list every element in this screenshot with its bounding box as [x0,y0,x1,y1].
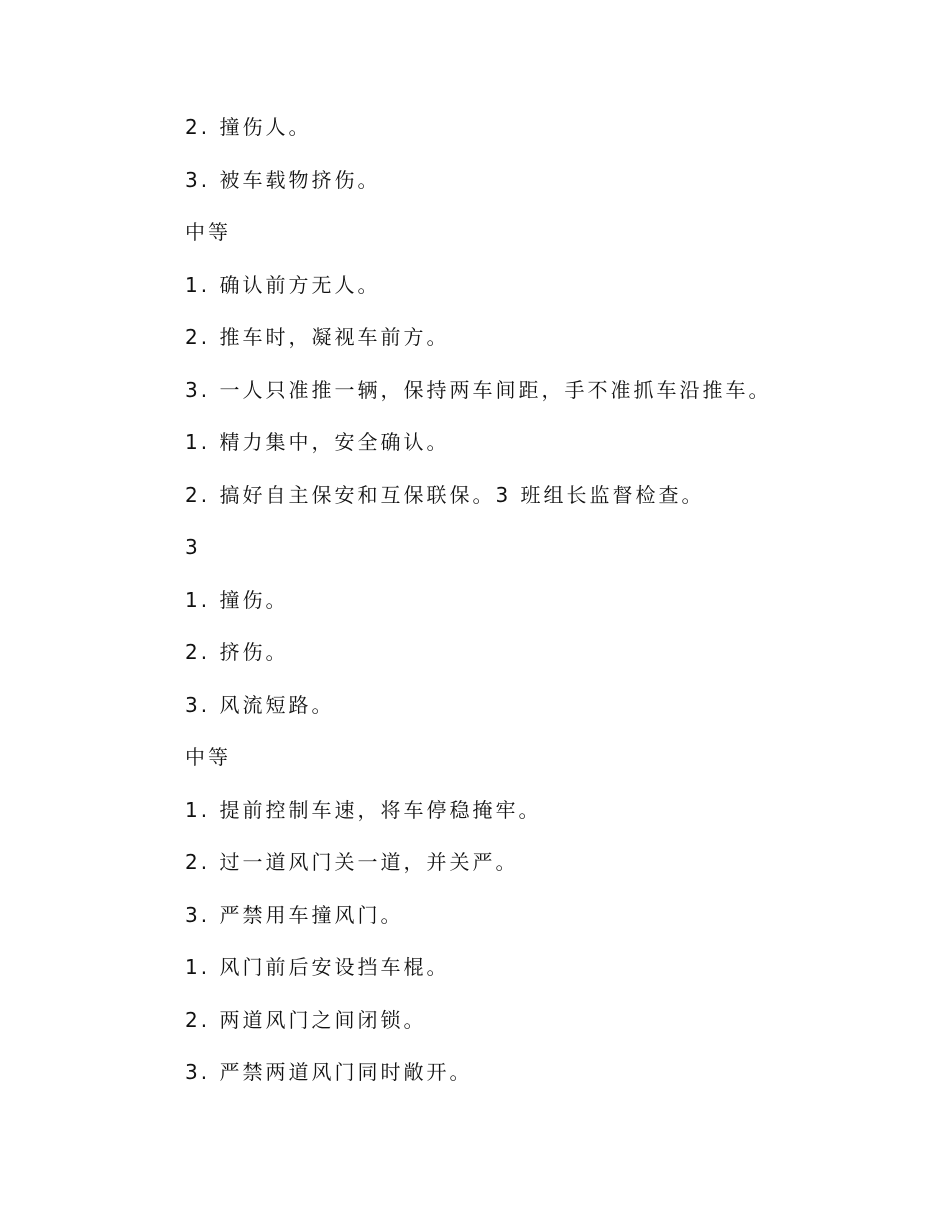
text-line: 2. 推车时，凝视车前方。 [185,325,450,349]
text-line: 3. 一人只准推一辆，保持两车间距，手不准抓车沿推车。 [185,377,772,402]
text-line: 2. 撞伤人。 [185,115,312,139]
text-line: 3. 严禁用车撞风门。 [185,902,404,927]
text-line: 2. 过一道风门关一道，并关严。 [185,850,519,874]
text-line: 2. 两道风门之间闭锁。 [185,1007,427,1032]
text-line: 1. 撞伤。 [185,587,289,612]
risk-level-label: 中等 [185,745,231,769]
text-line: 1. 确认前方无人。 [185,272,381,297]
document-body [185,111,885,1109]
text-line: 3. 风流短路。 [185,692,335,717]
risk-level-label: 中等 [185,220,231,244]
text-line: 1. 精力集中，安全确认。 [185,430,450,454]
text-line: 2. 挤伤。 [185,640,289,664]
text-line: 1. 风门前后安设挡车棍。 [185,955,450,979]
item-number: 3 [185,535,201,559]
text-line: 1. 提前控制车速，将车停稳掩牢。 [185,797,542,822]
text-line: 3. 严禁两道风门同时敞开。 [185,1060,473,1084]
text-line: 3. 被车载物挤伤。 [185,167,381,192]
text-line: 2. 搞好自主保安和互保联保。3 班组长监督检查。 [185,482,705,507]
